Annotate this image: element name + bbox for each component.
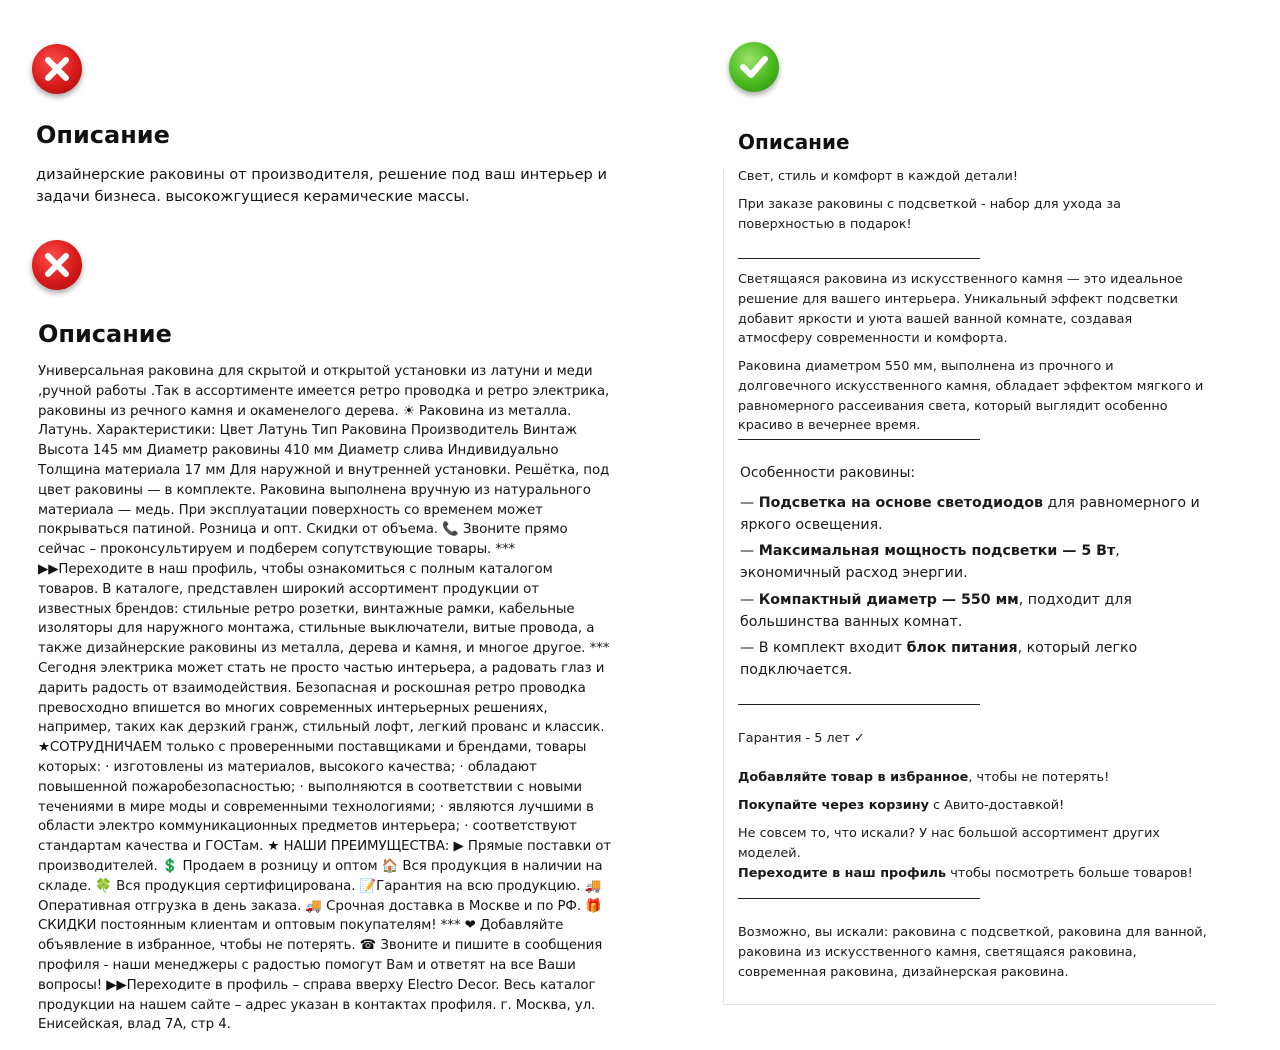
- feature-item: — В комплект входит блок питания, который легко подключается.: [740, 640, 1138, 678]
- favorites-cta: Добавляйте товар в избранное, чтобы не потерять!: [738, 770, 1110, 785]
- profile-cta: Не совсем то, что искали? У нас большой ассортимент других моделей. Переходите в наш профиль чтобы посмотреть больше товаров!: [738, 826, 1193, 881]
- search-keywords: Возможно, вы искали: раковина с подсветкой, раковина для ванной, раковина из искусственного камня, светящаяся раковина, современная раковина, дизайнерская раковина.: [738, 925, 1207, 980]
- paragraph-1: Светящаяся раковина из искусственного камня — это идеальное решение для вашего интерьера. Уникальный эффект подсветки добавит яркости и уюта вашей ванной комнате, создавая атмосферу современности и комфорта.: [738, 272, 1183, 347]
- warranty-note: Гарантия - 5 лет ✓: [738, 731, 865, 746]
- description-title: Описание: [38, 320, 172, 348]
- cross-mark-icon: [32, 240, 82, 290]
- features-title: Особенности раковины:: [740, 465, 915, 481]
- feature-item: — Максимальная мощность подсветки — 5 Вт, экономичный расход энергии.: [740, 543, 1120, 581]
- intro-line: Свет, стиль и комфорт в каждой детали!: [738, 169, 1018, 184]
- cart-cta: Покупайте через корзину с Авито-доставкой!: [738, 798, 1065, 813]
- divider: [738, 439, 980, 440]
- check-mark-icon: [729, 42, 779, 92]
- divider: [738, 704, 980, 705]
- cross-mark-icon: [32, 44, 82, 94]
- description-title: Описание: [738, 130, 850, 154]
- description-text: дизайнерские раковины от производителя, решение под ваш интерьер и задачи бизнеса. высокожгущиеся керамические массы.: [36, 166, 607, 205]
- feature-item: — Подсветка на основе светодиодов для равномерного и яркого освещения.: [740, 495, 1200, 533]
- divider: [738, 898, 980, 899]
- description-title: Описание: [36, 121, 170, 149]
- divider: [738, 258, 980, 259]
- feature-item: — Компактный диаметр — 550 мм, подходит для большинства ванных комнат.: [740, 592, 1132, 630]
- gift-note: При заказе раковины с подсветкой - набор для ухода за поверхностью в подарок!: [738, 197, 1121, 232]
- description-text: Универсальная раковина для скрытой и открытой установки из латуни и меди ,ручной работы .Так в ассортименте имеется ретро проводка и ретро электрика, раковины из речного камня и окаменелого дерева. ☀ Раковина из металла. Латунь. Характеристики: Цвет Латунь Тип Раковина Производитель Винтаж Высота 145 мм Диаметр раковины 410 мм Диаметр слива Индивидуально Толщина материала 17 мм Для наружной и внутренней установки. Решётка, под цвет раковины — в комплекте. Раковина выполнена вручную из натурального материала — медь. При эксплуатации поверхность со временем может покрываться патиной. Розница и опт. Скидки от объема. 📞 Звоните прямо сейчас – проконсультируем и подберем сопутствующие товары. *** ▶▶Переходите в наш профиль, чтобы ознакомиться с полным каталогом товаров. В каталоге, представлен широкий ассортимент продукции от известных брендов: стильные ретро розетки, винтажные рамки, кабельные изоляторы для наружного монтажа, стильные выключатели, витые провода, а также дизайнерские раковины из металла, дерева и камня, и многое другое. *** Сегодня электрика может стать не просто частью интерьера, а радовать глаз и дарить радость от взаимодействия. Безопасная и роскошная ретро проводка превосходно впишется во многих современных интерьерных решениях, например, таких как дерзкий гранж, стильный лофт, легкий прованс и классик. ★СОТРУДНИЧАЕМ только с проверенными поставщиками и брендами, товары которых: · изготовлены из материалов, высокого качества; · обладают повышенной пожаробезопасностью; · выполняются в соответствии с новыми течениями в мире моды и современными технологиями; · являются лучшими в области электро коммуникационных предметов интерьера; · соответствуют стандартам качества и ГОСТам. ★ НАШИ ПРЕИМУЩЕСТВА: ▶ Прямые поставки от производителей. 💲 Продаем в розницу и оптом 🏠 Вся продукция в наличии на складе. 🍀 Вся продукция сертифицирована. 📝Гарантия на всю продукцию. 🚚 Оперативная отгрузка в день заказа. 🚚 Срочная доставка в Москве и по РФ. 🎁 СКИДКИ постоянным клиентам и оптовым покупателям! *** ❤ Добавляйте объявление в избранное, чтобы не потерять. ☎ Звоните и пишите в сообщения профиля - наши менеджеры с радостью помогут Вам и ответят на все Ваши вопросы! ▶▶Переходите в профиль – справа вверху Electro Decor. Весь каталог продукции на нашем сайте – адрес указан в контактах профиля. г. Москва, ул. Енисейская, влад 7А, стр 4.: [38, 364, 612, 1033]
- paragraph-2: Раковина диаметром 550 мм, выполнена из прочного и долговечного искусственного камня, обладает эффектом мягкого и равномерного рассеивания света, который выглядит особенно красиво в вечернее время.: [738, 359, 1204, 434]
